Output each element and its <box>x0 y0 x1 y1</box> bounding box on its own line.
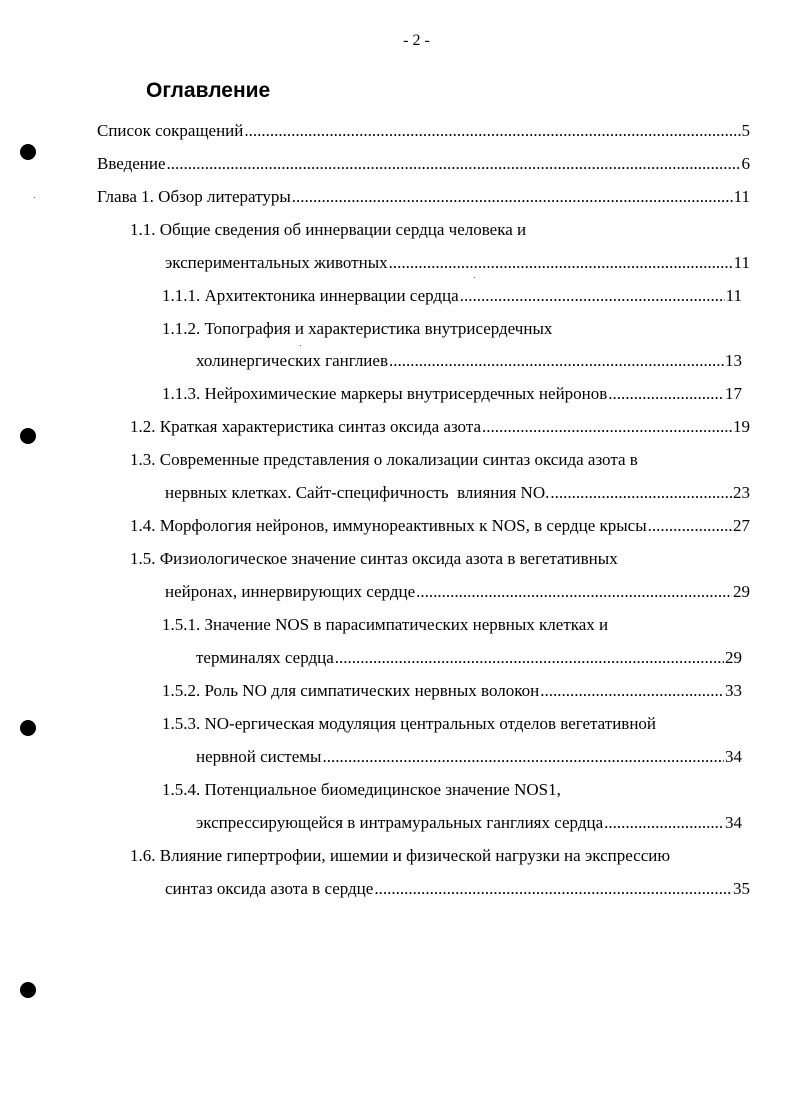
toc-entry-page: 33 <box>725 681 742 700</box>
toc-leader-dots <box>335 647 724 669</box>
toc-entry-page: 34 <box>725 813 742 832</box>
toc-entry-text: Глава 1. Обзор литературы <box>97 187 291 206</box>
toc-leader-dots <box>322 746 724 768</box>
toc-entry-page: 34 <box>725 747 742 766</box>
toc-entry <box>162 713 656 735</box>
toc-entry-text: 1.5.4. Потенциальное биомедицинское значение NOS1, <box>162 780 561 799</box>
toc-entry <box>97 153 750 175</box>
toc-entry-text: 1.3. Современные представления о локализации синтаз оксида азота в <box>130 450 638 469</box>
toc-entry-text: Список сокращений <box>97 121 244 140</box>
toc-entry <box>196 647 742 669</box>
toc-entry-text: нейронах, иннервирующих сердце <box>165 582 416 601</box>
toc-entry <box>162 779 561 801</box>
toc-title: Оглавление <box>146 79 271 102</box>
toc-entry-page: 13 <box>725 351 742 370</box>
toc-entry <box>196 812 742 834</box>
toc-entry <box>97 186 750 208</box>
toc-entry-text: 1.1.2. Топография и характеристика внутрисердечных <box>162 319 553 338</box>
toc-entry <box>165 581 750 603</box>
toc-entry-text: экспериментальных животных <box>165 253 388 272</box>
toc-entry-text: 1.1.1. Архитектоника иннервации сердца <box>162 286 459 305</box>
toc-entry <box>162 680 742 702</box>
toc-entry-page: 19 <box>733 417 750 436</box>
toc-entry <box>97 120 750 142</box>
toc-entry-page: 35 <box>733 879 750 898</box>
toc-leader-dots <box>292 186 733 208</box>
toc-leader-dots <box>416 581 732 603</box>
toc-entry <box>130 219 526 241</box>
toc-entry-text: 1.4. Морфология нейронов, иммунореактивных к NOS, в сердце крысы <box>130 516 647 535</box>
toc-leader-dots <box>604 812 724 834</box>
toc-entry-text: нервной системы <box>196 747 322 766</box>
toc-entry-text: холинергических ганглиев <box>196 351 388 370</box>
toc-entry <box>165 252 750 274</box>
toc-leader-dots <box>608 383 724 405</box>
toc-entry-page: 29 <box>733 582 750 601</box>
toc-entry <box>130 449 638 471</box>
toc-entry-page: 23 <box>733 483 750 502</box>
toc-entry-page: 17 <box>725 384 742 403</box>
toc-entry <box>162 318 552 340</box>
toc-entry <box>162 614 608 636</box>
toc-leader-dots <box>540 680 724 702</box>
toc-entry <box>130 845 670 867</box>
toc-entry-page: 5 <box>741 121 750 140</box>
toc-entry <box>130 548 618 570</box>
toc-entry-page: 11 <box>725 286 742 305</box>
toc-entry-text: терминалях сердца <box>196 648 334 667</box>
toc-entry-text: 1.1.3. Нейрохимические маркеры внутрисердечных нейронов <box>162 384 608 403</box>
toc-leader-dots <box>374 878 732 900</box>
toc-leader-dots <box>648 515 732 537</box>
toc-entry <box>130 515 750 537</box>
toc-leader-dots <box>244 120 740 142</box>
toc-leader-dots <box>482 416 732 438</box>
toc-entry-page: 11 <box>733 253 750 272</box>
toc-entry-page: 29 <box>725 648 742 667</box>
toc-entry-text: синтаз оксида азота в сердце <box>165 879 374 898</box>
toc-entry-page: 27 <box>733 516 750 535</box>
toc-leader-dots <box>167 153 741 175</box>
toc-entry <box>165 878 750 900</box>
toc-entry-text: экспрессирующейся в интрамуральных ганглиях сердца <box>196 813 604 832</box>
toc-entry-text: 1.1. Общие сведения об иннервации сердца человека и <box>130 220 527 239</box>
toc-leader-dots <box>550 482 732 504</box>
toc-entry-text: 1.2. Краткая характеристика синтаз оксида азота <box>130 417 482 436</box>
toc-entry-text: нервных клетках. Сайт-специфичность влияния NO. <box>165 483 550 502</box>
toc-entry-text: 1.5. Физиологическое значение синтаз оксида азота в вегетативных <box>130 549 618 568</box>
toc-entry-page: 6 <box>741 154 750 173</box>
toc-entry <box>165 482 750 504</box>
toc-leader-dots <box>389 252 733 274</box>
toc-entry <box>162 383 742 405</box>
toc-entry-text: 1.5.3. NO-ергическая модуляция центральных отделов вегетативной <box>162 714 657 733</box>
toc-entry-text: 1.6. Влияние гипертрофии, ишемии и физической нагрузки на экспрессию <box>130 846 671 865</box>
toc-entry-text: Введение <box>97 154 166 173</box>
toc-leader-dots <box>460 285 725 307</box>
toc-entry <box>196 350 742 372</box>
toc-entry <box>196 746 742 768</box>
toc-leader-dots <box>389 350 724 372</box>
toc-entry <box>162 285 742 307</box>
toc-entry-text: 1.5.1. Значение NOS в парасимпатических нервных клетках и <box>162 615 609 634</box>
toc-entry-text: 1.5.2. Роль NO для симпатических нервных волокон <box>162 681 540 700</box>
toc-entry <box>130 416 750 438</box>
toc-entry-page: 11 <box>733 187 750 206</box>
page-number: - 2 - <box>403 32 430 49</box>
